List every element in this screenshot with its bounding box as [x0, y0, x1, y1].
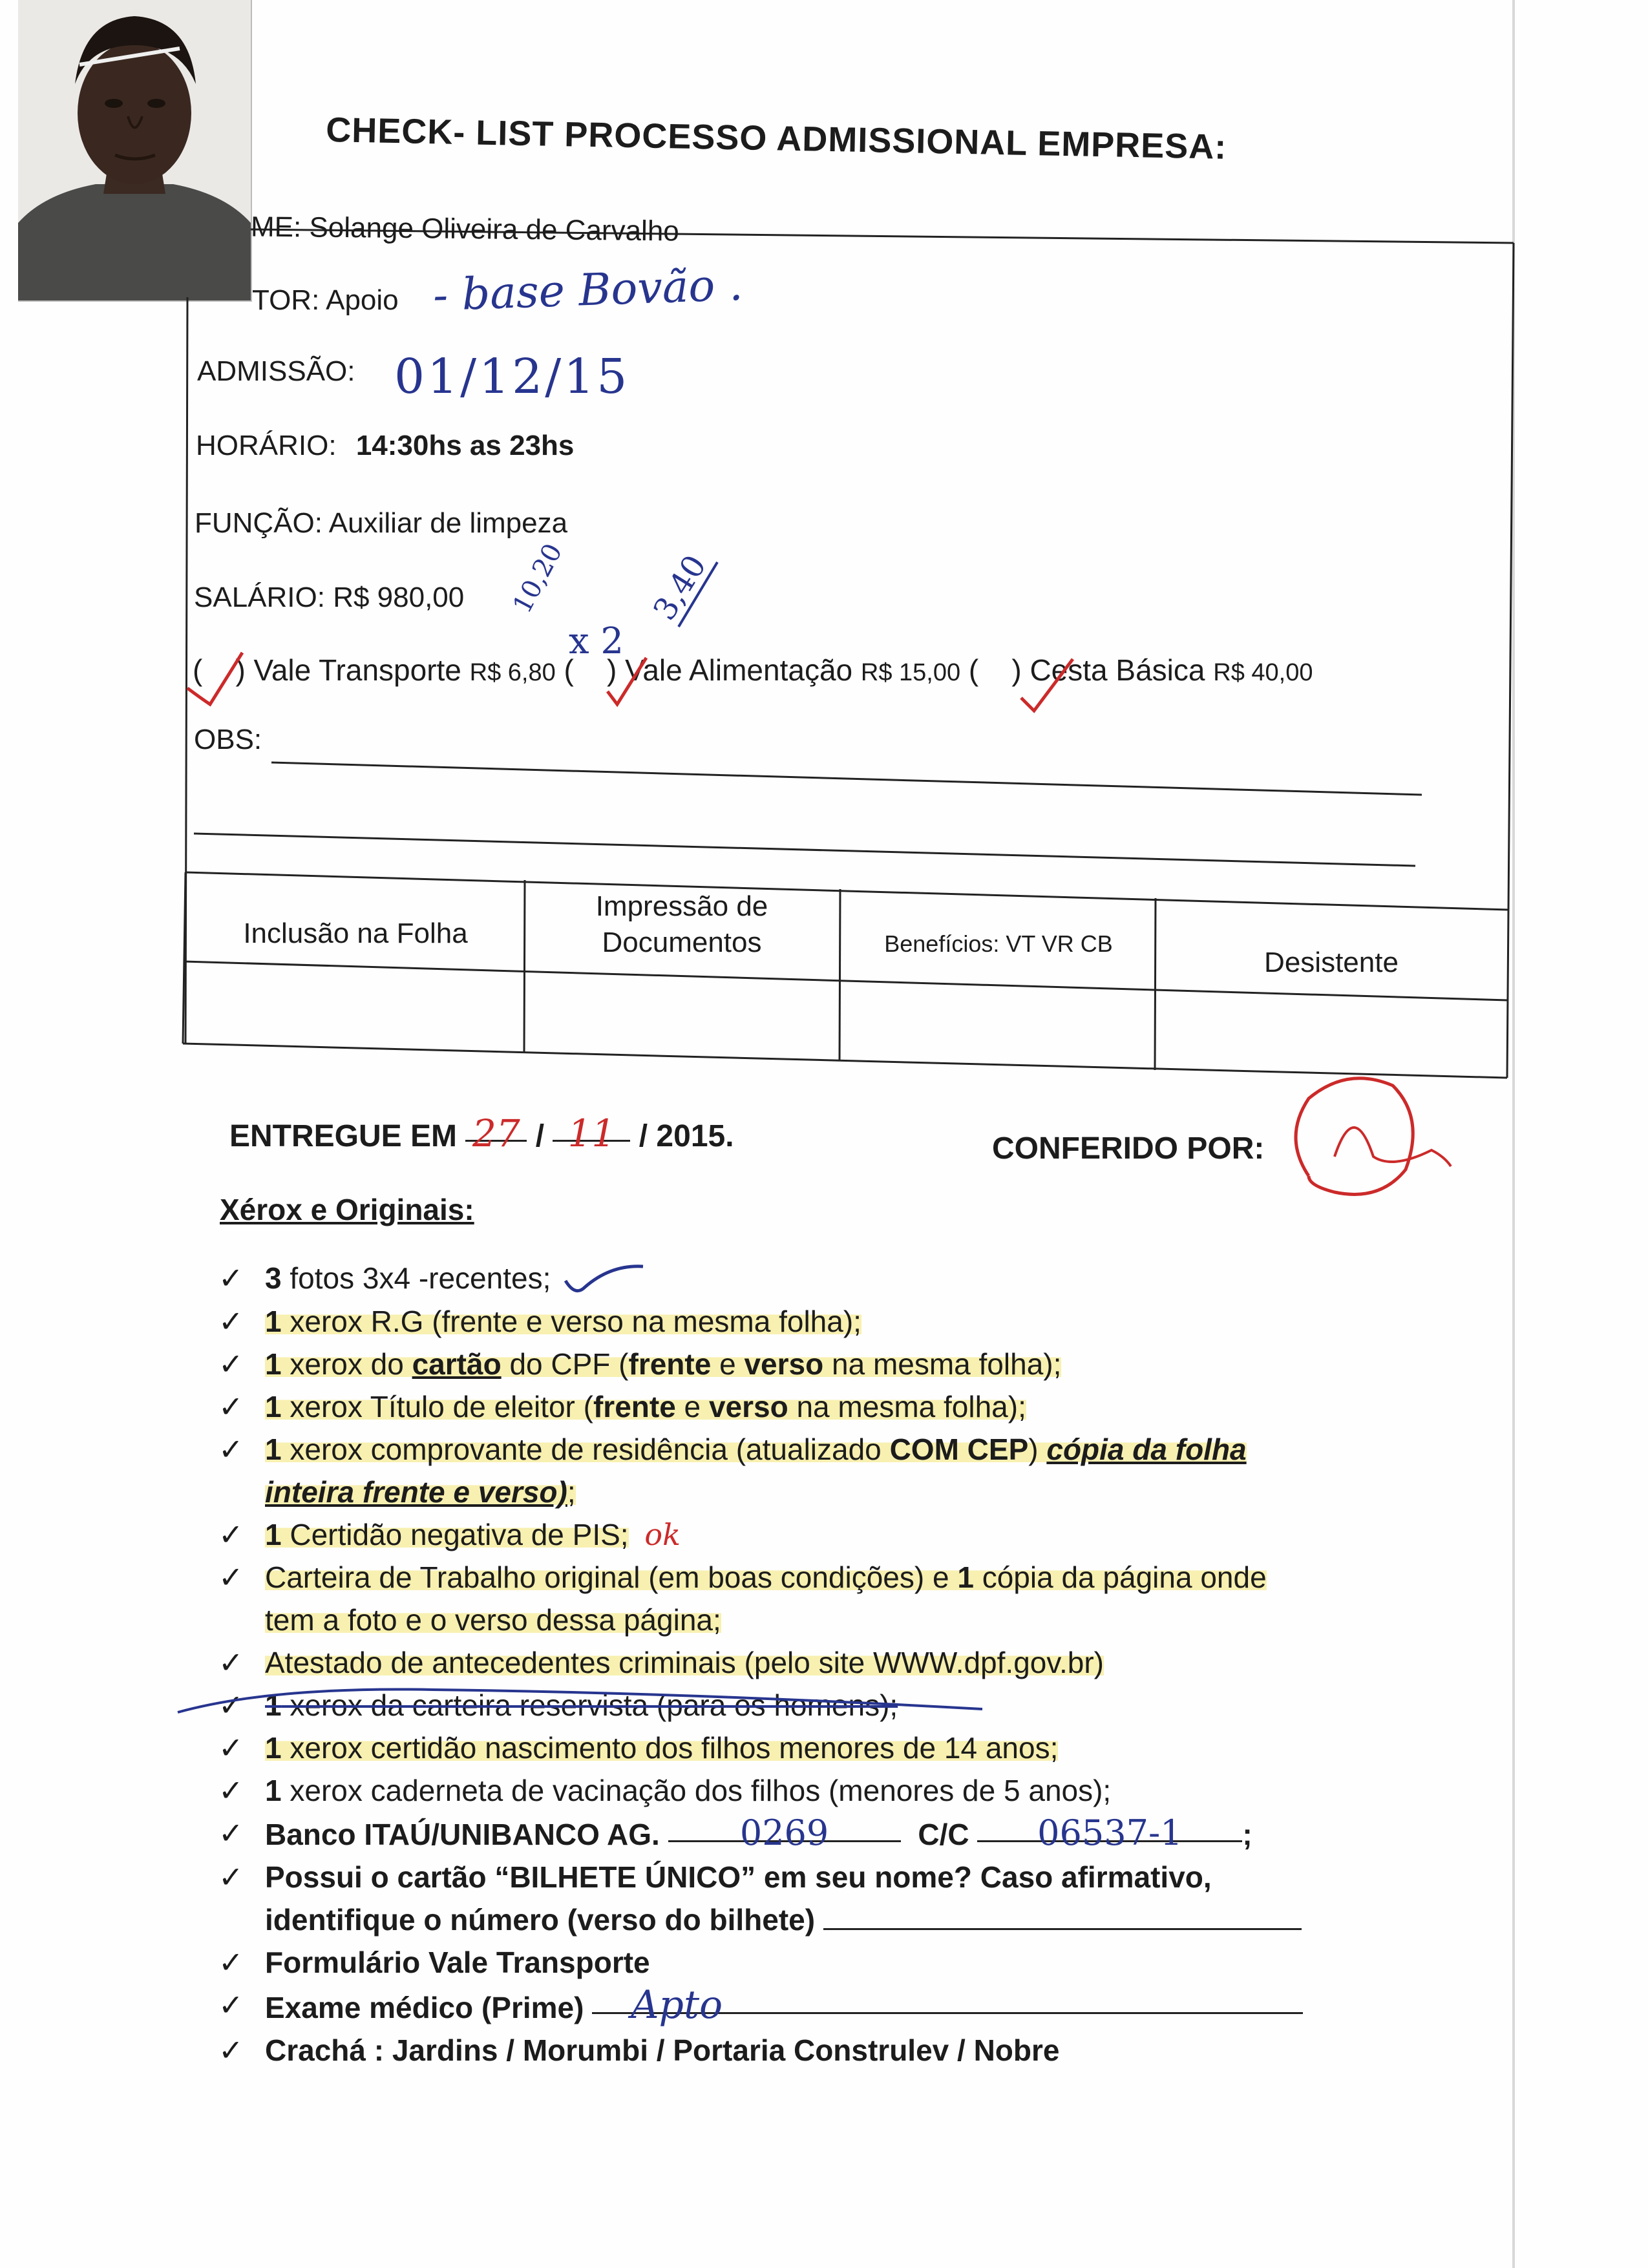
salario-note-1: 10,20: [507, 538, 569, 618]
setor-field: [252, 284, 399, 317]
entregue-label: ENTREGUE EM: [229, 1119, 458, 1153]
vt-red-check-icon: [187, 653, 242, 704]
checklist-item-continuation: tem a foto e o verso dessa página;: [265, 1602, 721, 1637]
entregue-day[interactable]: 27: [465, 1111, 527, 1142]
documents-checklist: [213, 1257, 1389, 2072]
va-value: R$ 15,00: [860, 659, 961, 686]
setor-label: TOR:: [252, 284, 320, 316]
checklist-item: ✓ 1 xerox comprovante de residência (atualizado COM CEP) cópia da folha: [213, 1428, 1389, 1471]
checklist-item-continuation: identifique o número (verso do bilhete): [213, 1898, 1389, 1941]
funcao-field: [195, 507, 567, 540]
exame-field[interactable]: Apto: [592, 1984, 1303, 2014]
checklist-item: ✓ 1 xerox caderneta de vacinação dos filhos (menores de 5 anos);: [213, 1769, 1389, 1812]
vt-value: R$ 6,80: [469, 659, 556, 686]
checklist-item-bilhete: ✓ Possui o cartão “BILHETE ÚNICO” em seu nome? Caso afirmativo,: [213, 1856, 1389, 1898]
check-icon: ✓: [218, 1261, 244, 1295]
table-header-inclusao: Inclusão na Folha: [243, 918, 468, 949]
cb-value: R$ 40,00: [1213, 659, 1313, 686]
cb-label: Cesta Básica: [1030, 653, 1205, 687]
section-title: Xérox e Originais:: [220, 1193, 474, 1226]
checklist-item: ✓ Carteira de Trabalho original (em boas condições) e 1 cópia da página onde: [213, 1556, 1389, 1599]
checklist-item-continuation: inteira frente e verso);: [265, 1475, 576, 1509]
check-icon: ✓: [218, 1816, 244, 1850]
check-icon: ✓: [218, 1773, 244, 1807]
conferido-label: CONFERIDO POR:: [992, 1131, 1265, 1166]
horario-label: HORÁRIO:: [196, 430, 337, 461]
salario-field: [194, 582, 464, 614]
nome-field: [251, 211, 679, 248]
bilhete-number-field[interactable]: [823, 1900, 1302, 1930]
entregue-month[interactable]: 11: [553, 1111, 630, 1142]
check-icon: ✓: [218, 1645, 244, 1679]
cb-checkbox-open[interactable]: ( ): [968, 653, 1022, 687]
admissao-handwritten: 01/12/15: [394, 349, 630, 404]
checklist-item-struck: ✓ 1 xerox da carteira reservista (para os homens);: [213, 1684, 1389, 1727]
checklist-item-exame: ✓ Exame médico (Prime) Apto: [213, 1984, 1389, 2029]
strike-curve: [174, 1674, 989, 1725]
va-label: Vale Alimentação: [625, 653, 853, 687]
check-icon: ✓: [218, 1432, 244, 1466]
salario-note-slash: [672, 556, 724, 633]
check-icon: ✓: [218, 1347, 244, 1381]
checklist-item: ✓ Crachá : Jardins / Morumbi / Portaria Construlev / Nobre: [213, 2029, 1389, 2072]
blue-check-icon: [559, 1261, 650, 1300]
benefit-check-marks: [181, 640, 1150, 717]
nome-value: Solange Oliveira de Carvalho: [309, 211, 680, 247]
vt-checkbox-open[interactable]: ( ): [193, 653, 246, 687]
va-red-check-icon: [607, 658, 646, 704]
check-icon: ✓: [218, 1688, 244, 1722]
setor-value: Apoio: [326, 284, 399, 316]
checklist-item: ✓ 1 xerox certidão nascimento dos filhos menores de 14 anos;: [213, 1727, 1389, 1769]
check-icon: ✓: [218, 1560, 244, 1594]
vt-label: Vale Transporte: [253, 653, 461, 687]
checklist-item: ✓ 1 xerox do cartão do CPF (frente e verso na mesma folha);: [213, 1343, 1389, 1385]
salario-note-2: x 2: [569, 620, 624, 662]
check-icon: ✓: [218, 1730, 244, 1765]
salario-value: R$ 980,00: [333, 582, 465, 613]
salario-note-3: 3,40: [646, 549, 714, 627]
checklist-item: ✓ 1 xerox R.G (frente e verso na mesma folha);: [213, 1300, 1389, 1343]
check-icon: ✓: [218, 1988, 244, 2022]
nome-label: ME:: [250, 211, 302, 244]
table-header-desistente: Desistente: [1264, 947, 1399, 978]
checklist-item: ✓ 1 Certidão negativa de PIS; ok: [213, 1513, 1389, 1556]
obs-label: OBS:: [194, 724, 262, 755]
checklist-item: ✓ Atestado de antecedentes criminais (pelo site WWW.dpf.gov.br): [213, 1641, 1389, 1684]
check-icon: ✓: [218, 1389, 244, 1423]
va-checkbox-open[interactable]: ( ): [564, 653, 617, 687]
funcao-label: FUNÇÃO:: [195, 507, 322, 539]
check-icon: ✓: [218, 1304, 244, 1338]
admissao-label: ADMISSÃO:: [197, 355, 355, 387]
salario-label: SALÁRIO:: [194, 582, 325, 613]
check-icon: ✓: [218, 2033, 244, 2067]
check-icon: ✓: [218, 1945, 244, 1979]
page-title: CHECK- LIST PROCESSO ADMISSIONAL EMPRESA:: [325, 110, 1227, 167]
funcao-value: Auxiliar de limpeza: [328, 507, 568, 539]
checklist-item-bank: ✓ Banco ITAÚ/UNIBANCO AG. 0269 C/C 06537-1 ;: [218, 1812, 1252, 1853]
table-header-impressao: Impressão de Documentos: [595, 890, 768, 958]
checklist-item: ✓ 3 fotos 3x4 -recentes;: [213, 1257, 1389, 1300]
entregue-year: / 2015.: [639, 1119, 734, 1153]
setor-handwritten: - base Bovão .: [432, 259, 744, 322]
ok-mark: ok: [644, 1517, 681, 1552]
conta-field[interactable]: 06537-1: [977, 1812, 1242, 1842]
horario-field: [196, 430, 574, 462]
entregue-row: ENTREGUE EM 27 / 11 / 2015.: [229, 1111, 734, 1155]
cb-red-check-icon: [1021, 659, 1073, 711]
horario-value: 14:30hs as 23hs: [355, 430, 575, 461]
check-icon: ✓: [218, 1860, 244, 1894]
checklist-item: ✓ Formulário Vale Transporte: [213, 1941, 1389, 1984]
table-header-beneficios: Benefícios: VT VR CB: [884, 930, 1113, 957]
checklist-item: ✓ 1 xerox Título de eleitor (frente e verso na mesma folha);: [213, 1385, 1389, 1428]
check-icon: ✓: [218, 1517, 244, 1551]
conferido-signature: [1283, 1060, 1477, 1215]
agencia-field[interactable]: 0269: [668, 1812, 901, 1842]
